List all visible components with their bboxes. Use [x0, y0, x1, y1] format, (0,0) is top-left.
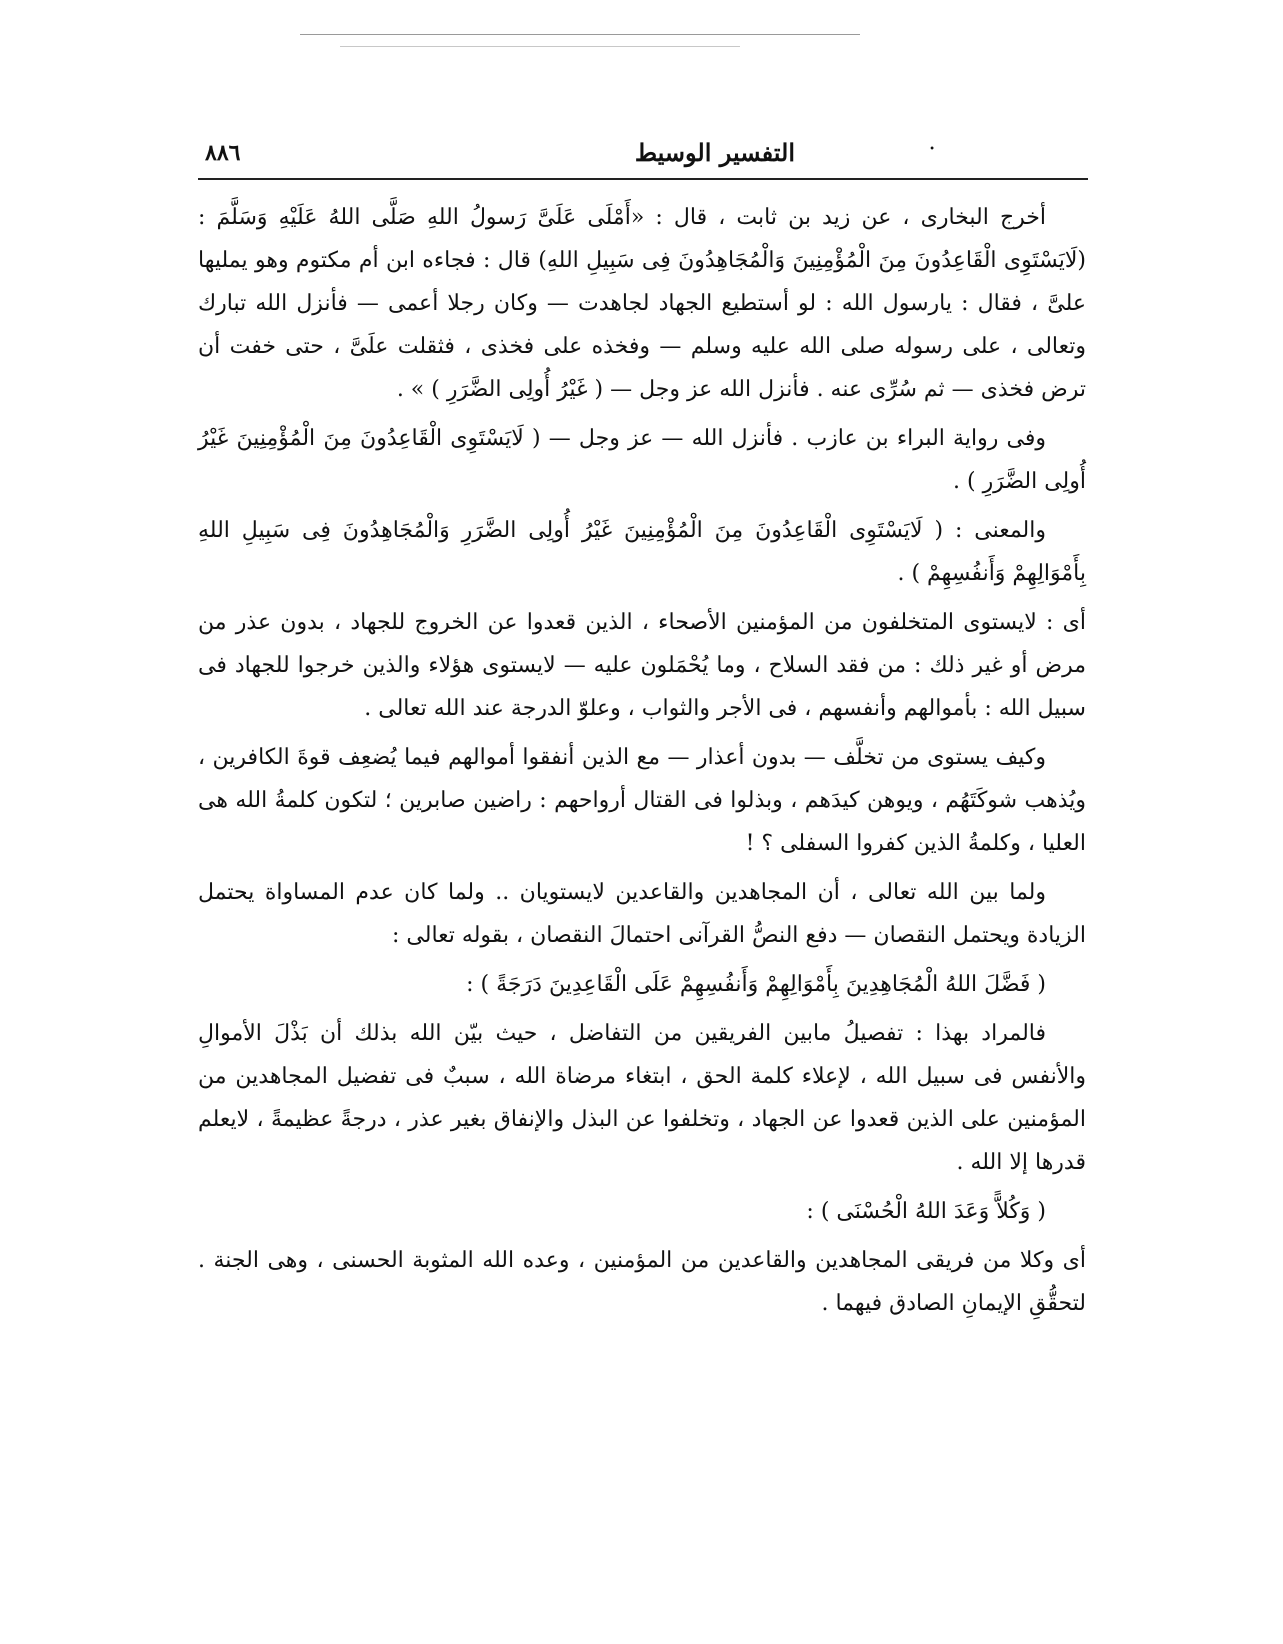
paragraph: وفى رواية البراء بن عازب . فأنزل الله — عز وجل — ( لَايَسْتَوِى الْقَاعِدُونَ مِنَ الْمُؤْمِنِينَ غَيْرُ أُولِى الضَّرَرِ ) . [198, 426, 1086, 494]
scan-edge-line [340, 46, 740, 47]
paragraph: أخرج البخارى ، عن زيد بن ثابت ، قال : «أَمْلَى عَلَىَّ رَسولُ اللهِ صَلَّى اللهُ عَلَيْهِ وَسَلَّمَ : (لَايَسْتَوِى الْقَاعِدُونَ مِنَ الْمُؤْمِنِينَ وَالْمُجَاهِدُونَ فِى سَبِيلِ اللهِ) قال : فجاءه ابن أم مكتوم وهو يمليها علىَّ ، فقال : يارسول الله : لو أستطيع الجهاد لجاهدت — وكان رجلا أعمى — فأنزل الله تبارك وتعالى ، على رسوله صلى الله عليه وسلم — وفخذه على فخذى ، فثقلت علَىَّ ، حتى خفت أن ترض فخذى — ثم سُرِّى عنه . فأنزل الله عز وجل — ( غَيْرُ أُولِى الضَّرَرِ ) » . [198, 205, 1086, 402]
scan-edge-line [300, 34, 860, 35]
verse-quote: ( فَضَّلَ اللهُ الْمُجَاهِدِينَ بِأَمْوَالِهِمْ وَأَنفُسِهِمْ عَلَى الْقَاعِدِينَ دَرَجَةً ) : [466, 972, 1046, 997]
paragraph: أى وكلا من فريقى المجاهدين والقاعدين من المؤمنين ، وعده الله المثوبة الحسنى ، وهى الجنة . لتحقُّقِ الإيمانِ الصادق فيهما . [198, 1248, 1086, 1316]
verse-quote: ( وَكُلاًّ وَعَدَ اللهُ الْحُسْنَى ) : [806, 1199, 1046, 1224]
paragraph: ولما بين الله تعالى ، أن المجاهدين والقاعدين لايستويان .. ولما كان عدم المساواة يحتمل الزيادة ويحتمل النقصان — دفع النصُّ القرآنى احتمالَ النقصان ، بقوله تعالى : [198, 880, 1086, 948]
text-body [198, 196, 1086, 1331]
paragraph: وكيف يستوى من تخلَّف — بدون أعذار — مع الذين أنفقوا أموالهم فيما يُضعِف قوةَ الكافرين ، ويُذهب شوكَتَهُم ، ويوهن كيدَهم ، وبذلوا فى القتال أرواحهم : راضين صابرين ؛ لتكون كلمةُ الله هى العليا ، وكلمةُ الذين كفروا السفلى ؟ ! [198, 745, 1086, 856]
running-head-title: التفسير الوسيط [634, 138, 795, 167]
header-rule [198, 178, 1088, 180]
paragraph: والمعنى : ( لَايَسْتَوِى الْقَاعِدُونَ مِنَ الْمُؤْمِنِينَ غَيْرُ أُولِى الضَّرَرِ وَالْمُجَاهِدُونَ فِى سَبِيلِ اللهِ بِأَمْوَالِهِمْ وَأَنفُسِهِمْ ) . [198, 518, 1086, 586]
paragraph: أى : لايستوى المتخلفون من المؤمنين الأصحاء ، الذين قعدوا عن الخروج للجهاد ، بدون عذر من مرض أو غير ذلك : من فقد السلاح ، وما يُحْمَلون عليه — لايستوى هؤلاء والذين خرجوا للجهاد فى سبيل الله : بأموالهم وأنفسهم ، فى الأجر والثواب ، وعلوّ الدرجة عند الله تعالى . [198, 610, 1086, 721]
page-header [205, 138, 1085, 172]
paragraph: فالمراد بهذا : تفصيلُ مابين الفريقين من التفاضل ، حيث بيّن الله بذلك أن بَذْلَ الأموالِ والأنفس فى سبيل الله ، لإعلاء كلمة الحق ، ابتغاء مرضاة الله ، سببٌ فى تفضيل المجاهدين من المؤمنين على الذين قعدوا عن الجهاد ، وتخلفوا عن البذل والإنفاق بغير عذر ، درجةً عظيمةً ، لايعلم قدرها إلا الله . [198, 1021, 1086, 1175]
page-number: ٨٨٦ [205, 140, 241, 166]
header-dot: • [929, 144, 935, 155]
